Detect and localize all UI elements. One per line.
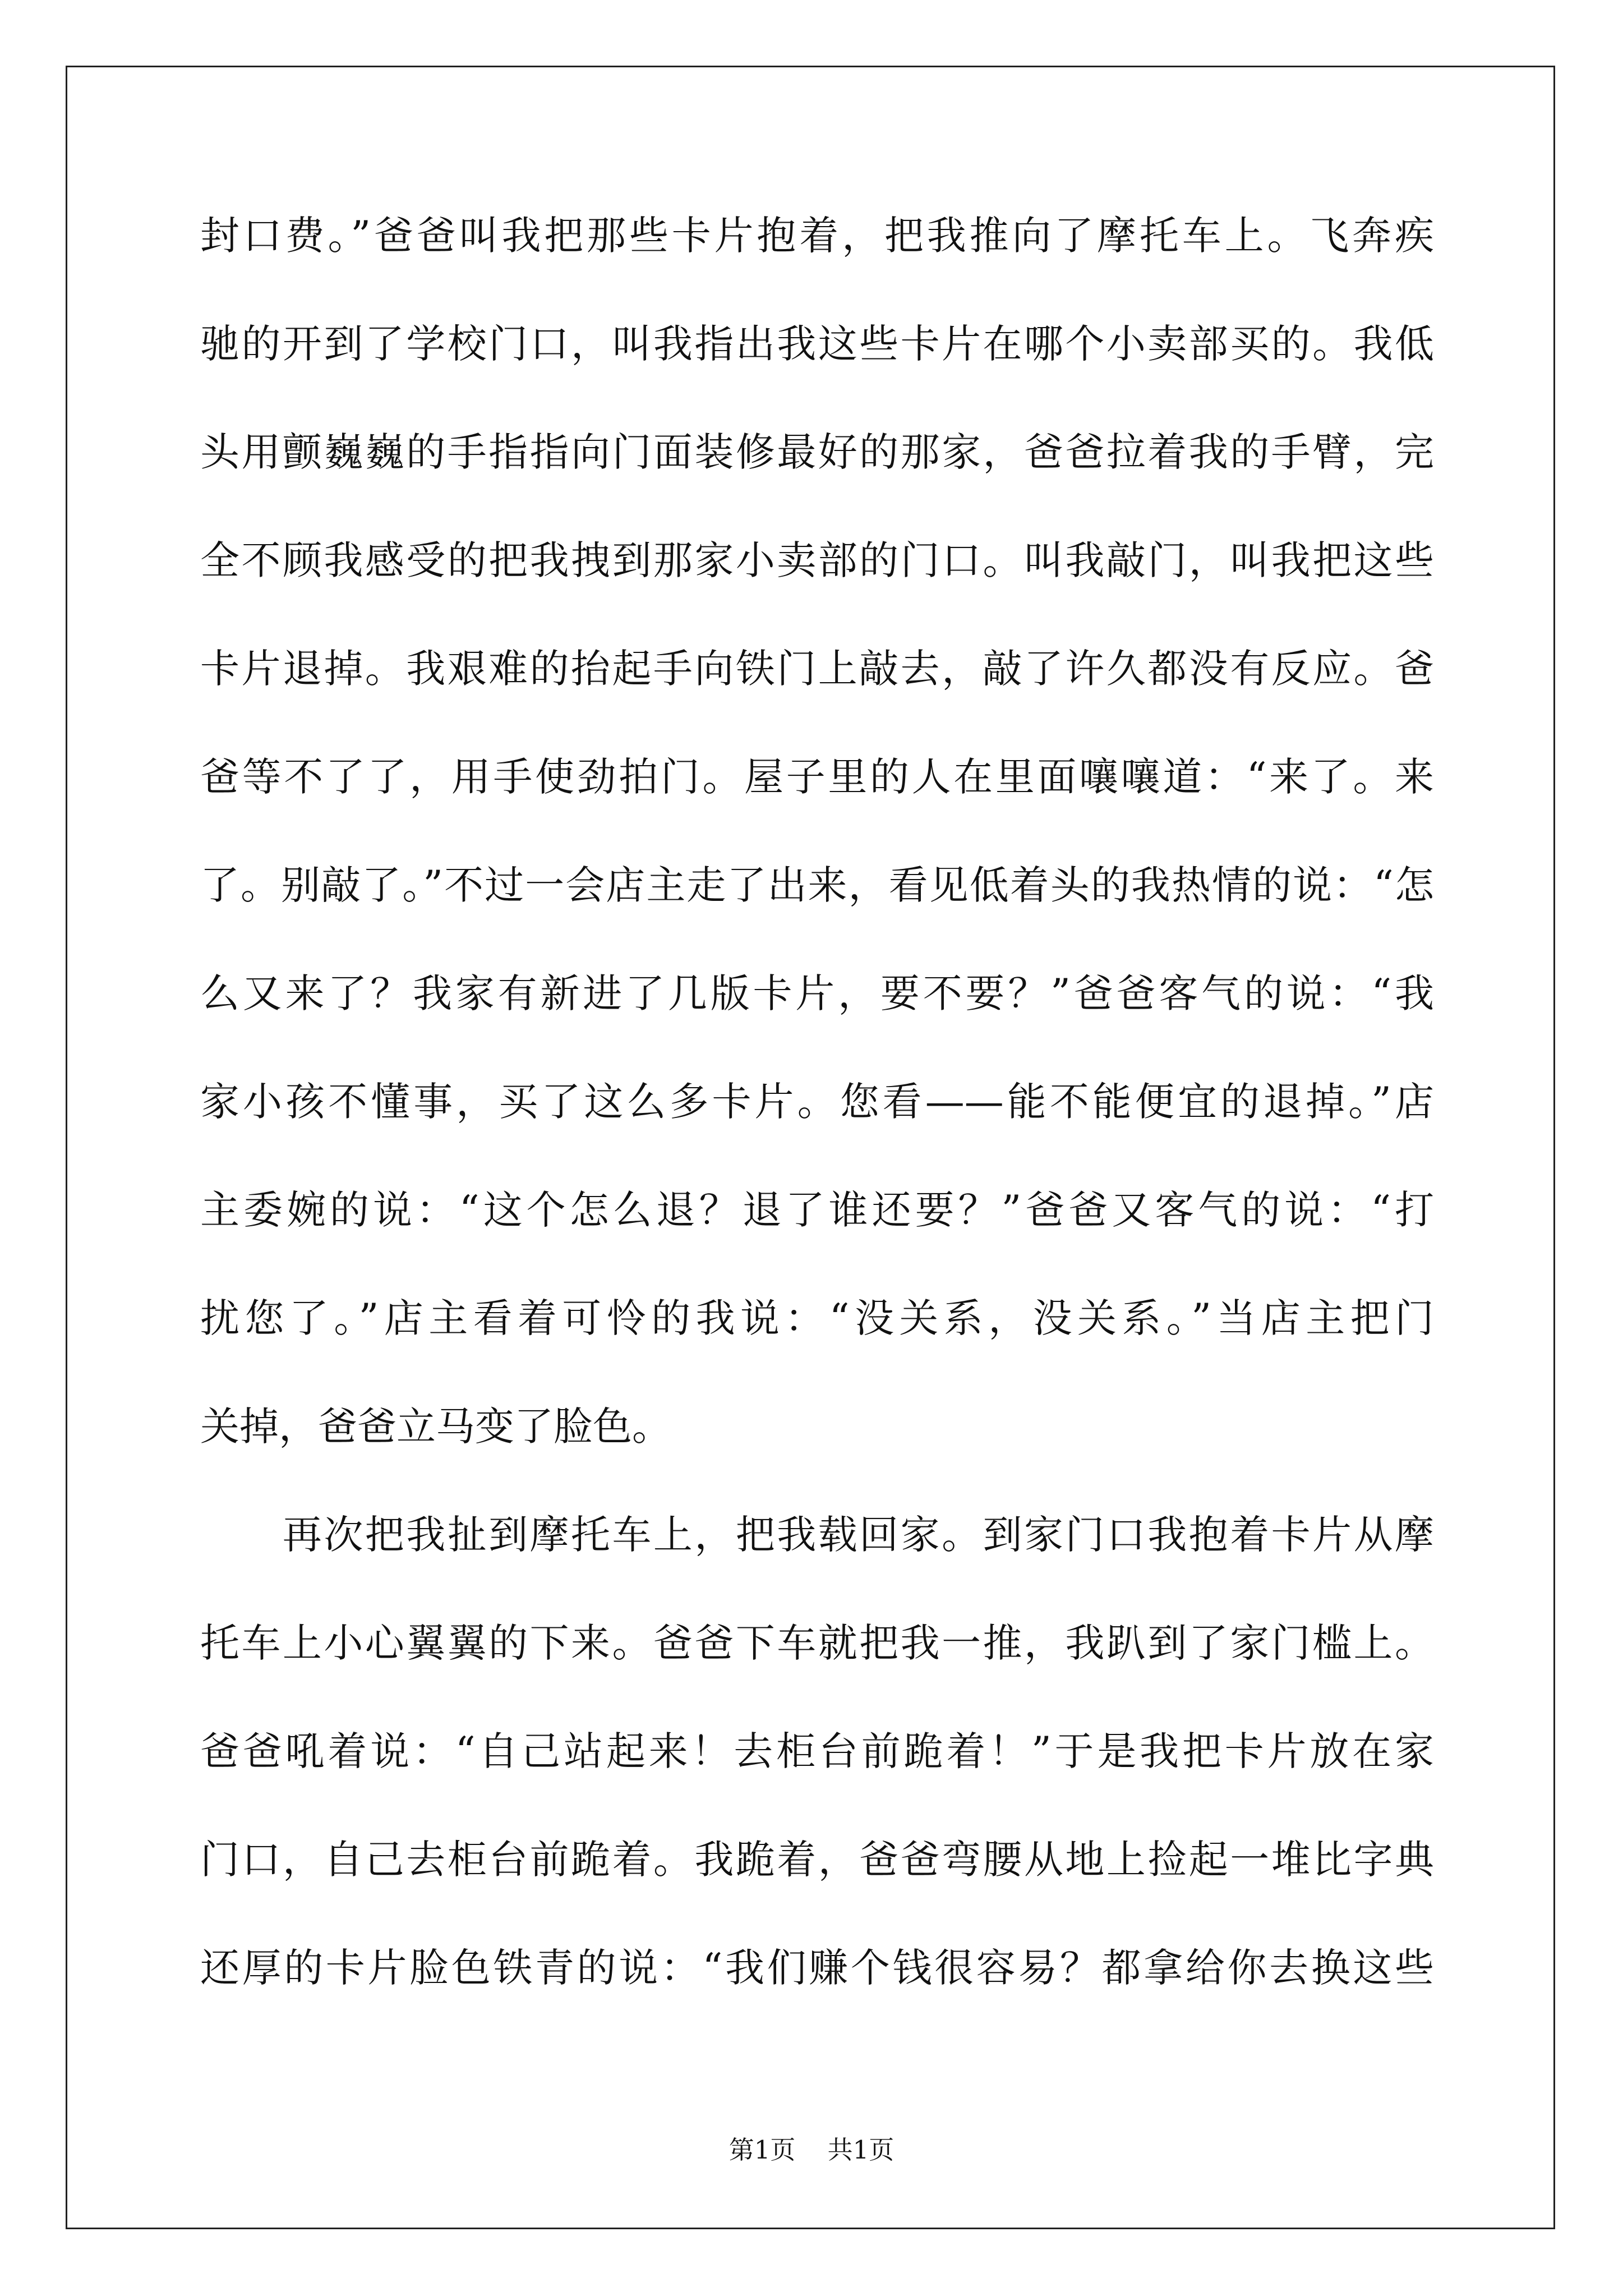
text-line: 还厚的卡片脸色铁青的说：“我们赚个钱很容易？都拿给你去换这些 (200, 1945, 1434, 1991)
page-border (66, 66, 1555, 2229)
text-line: 门口，自己去柜台前跪着。我跪着，爸爸弯腰从地上捡起一堆比字典 (200, 1837, 1434, 1883)
page-total: 共1页 (827, 2135, 895, 2165)
text-line: 封口费。”爸爸叫我把那些卡片抱着，把我推向了摩托车上。飞奔疾 (200, 213, 1434, 259)
text-line: 扰您了。”店主看着可怜的我说：“没关系，没关系。”当店主把门 (200, 1295, 1434, 1341)
text-line: 爸爸吼着说：“自己站起来！去柜台前跪着！”于是我把卡片放在家 (200, 1728, 1434, 1774)
text-line: 驰的开到了学校门口，叫我指出我这些卡片在哪个小卖部买的。我低 (200, 321, 1434, 367)
text-line: 爸等不了了，用手使劲拍门。屋子里的人在里面嚷嚷道：“来了。来 (200, 754, 1434, 800)
text-line: 关掉，爸爸立马变了脸色。 (200, 1404, 671, 1450)
text-line: 卡片退掉。我艰难的抬起手向铁门上敲去，敲了许久都没有反应。爸 (200, 646, 1434, 692)
text-line: 么又来了？我家有新进了几版卡片，要不要？”爸爸客气的说：“我 (200, 970, 1434, 1016)
text-line: 托车上小心翼翼的下来。爸爸下车就把我一推，我趴到了家门槛上。 (200, 1620, 1434, 1666)
text-line: 了。别敲了。”不过一会店主走了出来，看见低着头的我热情的说：“怎 (200, 862, 1434, 908)
page-footer (0, 2133, 1623, 2167)
text-line: 头用颤巍巍的手指指向门面装修最好的那家，爸爸拉着我的手臂，完 (200, 429, 1434, 475)
text-line: 家小孩不懂事，买了这么多卡片。您看——能不能便宜的退掉。”店 (200, 1079, 1434, 1125)
text-line: 再次把我扯到摩托车上，把我载回家。到家门口我抱着卡片从摩 (200, 1512, 1434, 1558)
text-line: 主委婉的说：“这个怎么退？退了谁还要？”爸爸又客气的说：“打 (200, 1187, 1434, 1233)
page-number: 第1页 (728, 2135, 796, 2165)
text-line: 全不顾我感受的把我拽到那家小卖部的门口。叫我敲门，叫我把这些 (200, 537, 1434, 583)
